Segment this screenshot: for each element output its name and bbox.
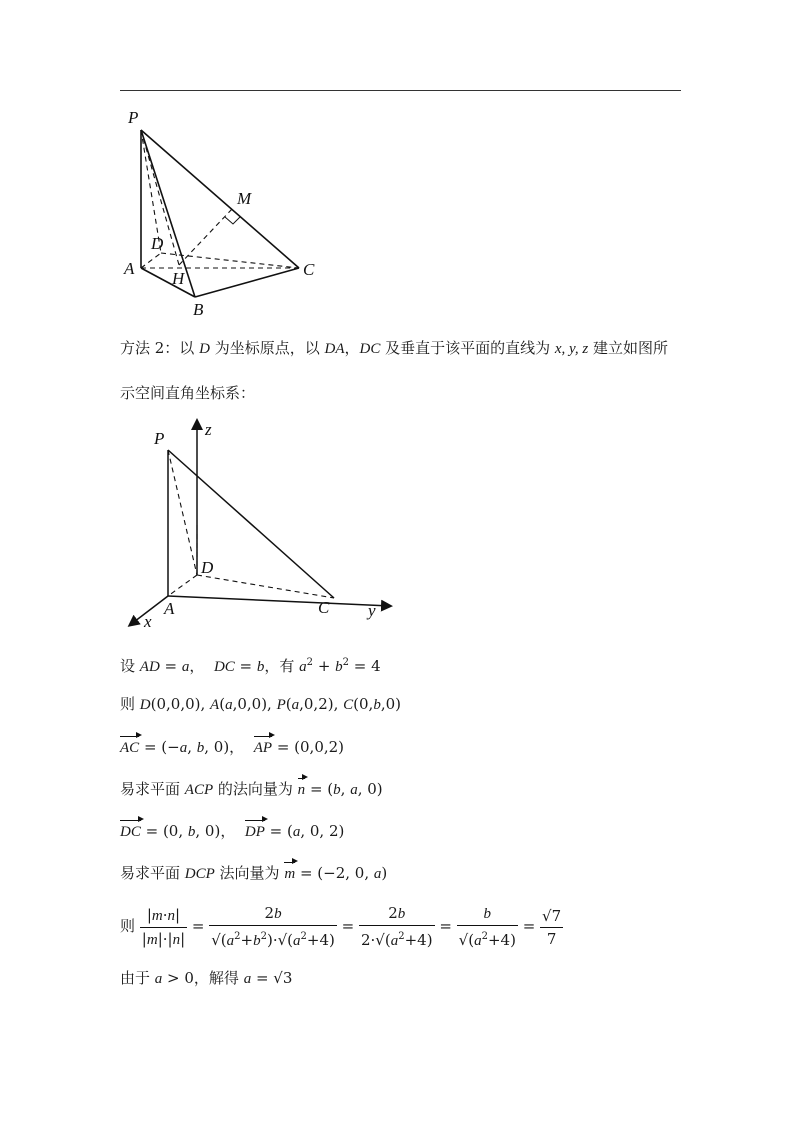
- method2-line2: 示空间直角坐标系：: [120, 384, 256, 402]
- axis-label-x: x: [144, 612, 152, 631]
- method2-line1: 方法 2：以 D 为坐标原点，以 DA，DC 及垂直于该平面的直线为 x, y, z 建立如图所: [120, 339, 668, 357]
- axis-label-y: y: [368, 601, 376, 620]
- step-3: AC = (−a, b, 0)， AP = (0,0,2): [120, 738, 345, 756]
- coordinate-figure: [120, 415, 400, 635]
- pyramid-figure: [115, 105, 335, 320]
- axis-label-P: P: [154, 429, 165, 448]
- axis-label-D: D: [201, 558, 214, 577]
- label-M: M: [237, 189, 252, 208]
- label-D: D: [151, 234, 164, 253]
- axis-label-z: z: [205, 420, 212, 439]
- label-H: H: [172, 269, 185, 288]
- step-4: 易求平面 ACP 的法向量为 n = (b, a, 0): [120, 780, 383, 798]
- axis-label-C: C: [318, 598, 330, 617]
- label-C: C: [303, 260, 315, 279]
- step-8: 由于 a > 0，解得 a = √3: [120, 969, 293, 987]
- step-5: DC = (0, b, 0)， DP = (a, 0, 2): [120, 822, 345, 840]
- label-A: A: [124, 259, 135, 278]
- step-6: 易求平面 DCP 法向量为 m = (−2, 0, a): [120, 864, 388, 882]
- step-2: 则 D(0,0,0), A(a,0,0), P(a,0,2), C(0,b,0): [120, 695, 401, 713]
- header-rule: [120, 90, 681, 91]
- step-1: 设 AD = a， DC = b，有 $a^2 + b^2 = 4$: [120, 657, 381, 675]
- label-B: B: [193, 300, 204, 319]
- step-7: 则 $\frac{|m\cdot n|}{|m|\cdot|n|}$ = $\frac{2b}{√(a^2+b^2)\cdot√(a^2+4)}$ = $\frac{2b}{2\cdot√(a^2+4)}$ = $\frac{b}{√(a^2+4)}$ = $\frac{√7}{7}$: [120, 904, 562, 949]
- axis-label-A: A: [164, 599, 175, 618]
- label-P: P: [128, 108, 139, 127]
